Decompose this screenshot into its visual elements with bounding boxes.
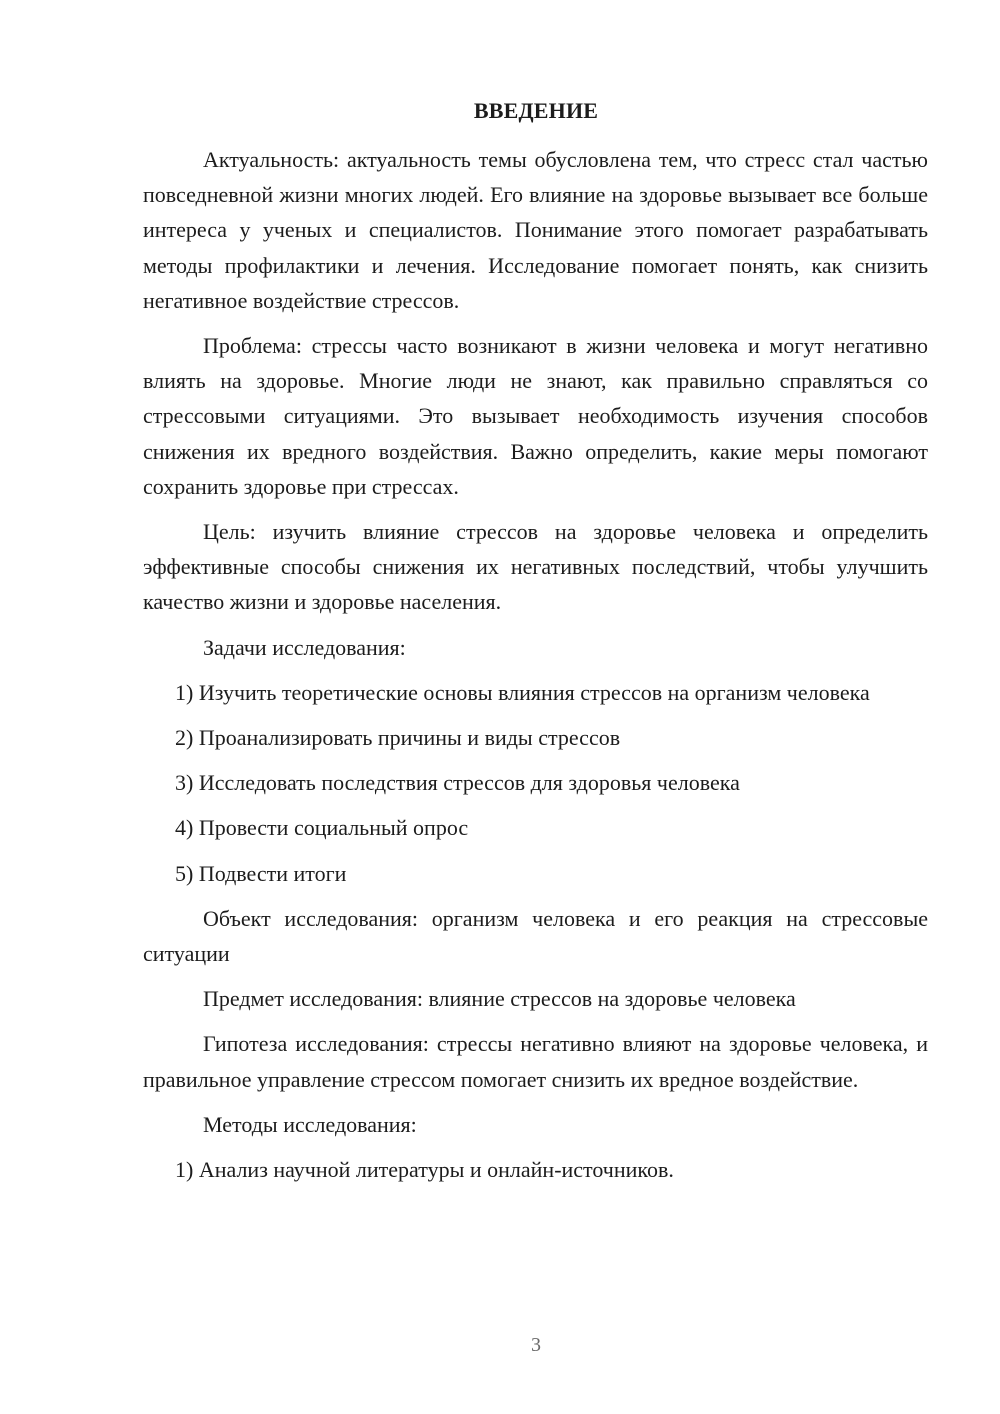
paragraph-hypothesis: Гипотеза исследования: стрессы негативно влияют на здоровье человека, и правильное управление стрессом помогает снизить их вредное воздействие.: [143, 1031, 928, 1092]
list-item-method-1: 1) Анализ научной литературы и онлайн-источников.: [175, 1157, 674, 1183]
paragraph-subject: Предмет исследования: влияние стрессов на здоровье человека: [203, 986, 796, 1012]
list-item-task-1: 1) Изучить теоретические основы влияния стрессов на организм человека: [175, 679, 870, 705]
list-item-task-4: 4) Провести социальный опрос: [175, 815, 469, 841]
list-item-task-2: 2) Проанализировать причины и виды стрессов: [175, 725, 621, 751]
paragraph-tasks-heading: Задачи исследования:: [203, 634, 406, 660]
paragraph-relevance: Актуальность: актуальность темы обусловлена тем, что стресс стал частью повседневной жизни многих людей. Его влияние на здоровье вызывает все больше интереса у ученых и специалистов. Понимание этого помогает разрабатывать методы профилактики и лечения. Исследование помогает понять, как снизить негативное воздействие стрессов.: [143, 147, 928, 313]
list-item-task-5: 5) Подвести итоги: [175, 860, 347, 886]
paragraph-goal: Цель: изучить влияние стрессов на здоровье человека и определить эффективные способы снижения их негативных последствий, чтобы улучшить качество жизни и здоровье населения.: [143, 519, 928, 615]
paragraph-object: Объект исследования: организм человека и его реакция на стрессовые ситуации: [143, 905, 928, 967]
paragraph-methods-heading: Методы исследования:: [203, 1111, 417, 1137]
section-title: ВВЕДЕНИЕ: [473, 98, 599, 123]
page-number: 3: [531, 1334, 541, 1356]
body-text: [143, 142, 928, 1197]
list-item-task-3: 3) Исследовать последствия стрессов для здоровья человека: [175, 770, 740, 796]
paragraph-problem: Проблема: стрессы часто возникают в жизни человека и могут негативно влиять на здоровье. Многие люди не знают, как правильно справляться со стрессовыми ситуациями. Это вызывает необходимость изучения способов снижения их вредного воздействия. Важно определить, какие меры помогают сохранить здоровье при стрессах.: [143, 333, 928, 499]
